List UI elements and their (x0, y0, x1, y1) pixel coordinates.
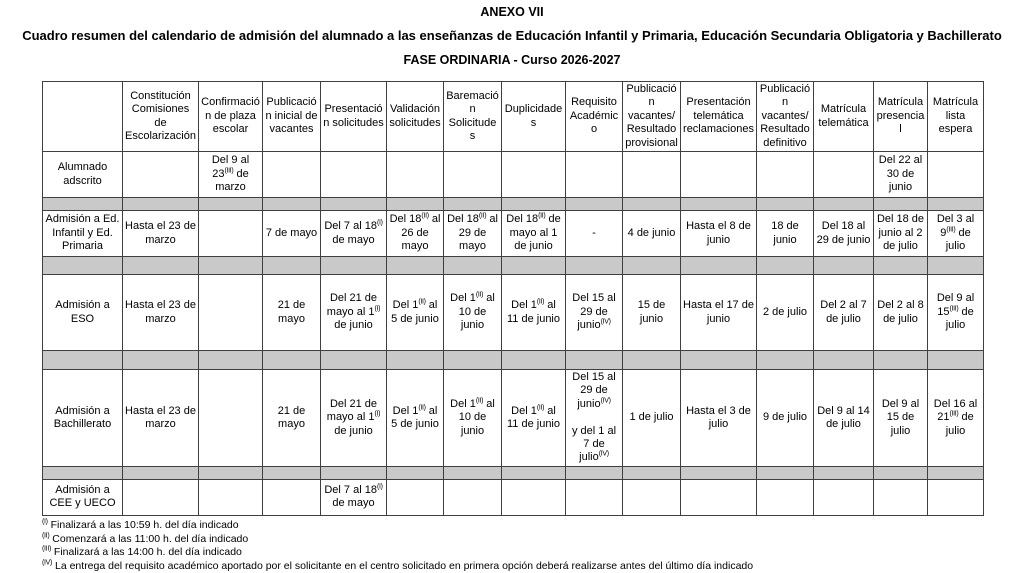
column-header: Confirmación de plaza escolar (199, 82, 263, 152)
column-header: Presentación telemática reclamaciones (681, 82, 757, 152)
table-cell: Del 9 al $23^{(III)}$ de marzo (199, 152, 263, 198)
separator-cell (566, 257, 623, 275)
separator-cell (757, 466, 814, 479)
table-cell (199, 275, 263, 351)
separator-cell (199, 466, 263, 479)
table-cell: Del 22 al 30 de junio (874, 152, 928, 198)
table-cell (623, 152, 681, 198)
separator-cell (814, 351, 874, 370)
table-cell (199, 370, 263, 467)
table-cell: 21 de mayo (263, 370, 321, 467)
table-cell (387, 479, 444, 515)
document-header (0, 0, 1024, 67)
separator-cell (502, 351, 566, 370)
separator-row (43, 351, 984, 370)
annex-title: ANEXO VII (480, 5, 544, 19)
document-subtitle: Cuadro resumen del calendario de admisión del alumnado a las enseñanzas de Educación Infantil y Primaria, Educación Secundaria Obligatoria y Bachillerato (22, 28, 1002, 43)
table-cell: Hasta el 23 de marzo (123, 275, 199, 351)
row-label: Admisión a ESO (43, 275, 123, 351)
table-cell: Del $18^{(II)}$ de mayo al 1 de junio (502, 211, 566, 257)
table-cell: Del 15 al 29 de junio$^{(IV)}$ y del 1 al 7 de julio$^{(IV)}$ (566, 370, 623, 467)
separator-cell (444, 198, 502, 211)
footnote-marker: (II) (42, 532, 50, 540)
separator-cell (623, 351, 681, 370)
separator-cell (387, 257, 444, 275)
table-cell: Del $18^{(II)}$ al 26 de mayo (387, 211, 444, 257)
separator-cell (681, 257, 757, 275)
column-header: Validación solicitudes (387, 82, 444, 152)
table-cell (199, 479, 263, 515)
separator-cell (814, 198, 874, 211)
separator-cell (566, 351, 623, 370)
table-cell (928, 479, 984, 515)
table-cell (757, 152, 814, 198)
separator-cell (43, 257, 123, 275)
table-cell (928, 152, 984, 198)
footnote: $^{(I)}$ Finalizará a las 10:59 h. del día indicado (42, 518, 239, 531)
table-cell (874, 479, 928, 515)
table-cell (444, 479, 502, 515)
table-cell (321, 152, 387, 198)
separator-cell (757, 257, 814, 275)
table-row (43, 479, 984, 515)
separator-cell (123, 198, 199, 211)
table-cell: Del 21 de mayo al $1^{(I)}$ de junio (321, 370, 387, 467)
separator-cell (321, 466, 387, 479)
separator-cell (502, 198, 566, 211)
footnote-marker: (I) (42, 518, 48, 526)
table-cell: Del 2 al 7 de julio (814, 275, 874, 351)
separator-cell (874, 257, 928, 275)
column-header: Duplicidades (502, 82, 566, 152)
separator-cell (263, 466, 321, 479)
table-cell (123, 479, 199, 515)
table-cell: Del 18 de junio al 2 de julio (874, 211, 928, 257)
separator-cell (928, 351, 984, 370)
table-cell (757, 479, 814, 515)
table-cell: Del $1^{(II)}$ al 11 de junio (502, 275, 566, 351)
separator-cell (387, 198, 444, 211)
corner-cell (43, 82, 123, 152)
table-cell: 9 de julio (757, 370, 814, 467)
separator-cell (43, 198, 123, 211)
separator-cell (444, 466, 502, 479)
separator-row (43, 257, 984, 275)
separator-cell (623, 257, 681, 275)
separator-cell (444, 351, 502, 370)
table-cell: Del $1^{(II)}$ al 5 de junio (387, 370, 444, 467)
separator-cell (387, 351, 444, 370)
table-cell: 18 de junio (757, 211, 814, 257)
separator-cell (757, 198, 814, 211)
table-cell: - (566, 211, 623, 257)
table-cell: Del $18^{(II)}$ al 29 de mayo (444, 211, 502, 257)
separator-row (43, 466, 984, 479)
table-cell: Del 2 al 8 de julio (874, 275, 928, 351)
footnote-marker: (IV) (42, 559, 53, 567)
table-cell: 21 de mayo (263, 275, 321, 351)
separator-cell (502, 257, 566, 275)
separator-cell (444, 257, 502, 275)
footnote: $^{(IV)}$ La entrega del requisito académico aportado por el solicitante en el centro solicitado en primera opción deberá realizarse antes del último día indicado (42, 559, 754, 573)
table-cell (502, 479, 566, 515)
phase-title: FASE ORDINARIA - Curso 2026-2027 (403, 53, 621, 67)
table-cell (681, 479, 757, 515)
separator-cell (263, 351, 321, 370)
separator-cell (757, 351, 814, 370)
separator-cell (43, 466, 123, 479)
row-label: Admisión a Ed. Infantil y Ed. Primaria (43, 211, 123, 257)
table-cell (566, 152, 623, 198)
table-cell (566, 479, 623, 515)
separator-cell (566, 466, 623, 479)
table-cell: Del 3 al $9^{(III)}$ de julio (928, 211, 984, 257)
separator-cell (874, 198, 928, 211)
separator-cell (874, 466, 928, 479)
separator-cell (814, 466, 874, 479)
separator-cell (623, 198, 681, 211)
table-cell: Del $1^{(II)}$ al 10 de junio (444, 275, 502, 351)
table-cell: Del 7 al $18^{(I)}$ de mayo (321, 479, 387, 515)
table-cell: Del $1^{(II)}$ al 10 de junio (444, 370, 502, 467)
table-cell: Del $1^{(II)}$ al 11 de junio (502, 370, 566, 467)
column-header: Baremación Solicitudes (444, 82, 502, 152)
table-cell: 15 de junio (623, 275, 681, 351)
separator-cell (681, 351, 757, 370)
column-header: Publicación inicial de vacantes (263, 82, 321, 152)
separator-cell (43, 351, 123, 370)
table-cell: Del 7 al $18^{(I)}$ de mayo (321, 211, 387, 257)
footnote: $^{(II)}$ Comenzará a las 11:00 h. del día indicado (42, 532, 249, 545)
separator-cell (681, 198, 757, 211)
column-header: Constitución Comisiones de Escolarización (123, 82, 199, 152)
table-cell: 7 de mayo (263, 211, 321, 257)
separator-cell (928, 198, 984, 211)
table-cell: Del 9 al 15 de julio (874, 370, 928, 467)
table-row (43, 211, 984, 257)
table-cell: 1 de julio (623, 370, 681, 467)
table-cell (623, 479, 681, 515)
column-header: Requisito Académico (566, 82, 623, 152)
table-cell (387, 152, 444, 198)
row-label: Admisión a CEE y UECO (43, 479, 123, 515)
separator-cell (321, 198, 387, 211)
table-cell: Del 15 al 29 de junio$^{(IV)}$ (566, 275, 623, 351)
separator-cell (681, 466, 757, 479)
table-cell (444, 152, 502, 198)
table-cell: Hasta el 3 de julio (681, 370, 757, 467)
row-label: Alumnado adscrito (43, 152, 123, 198)
separator-cell (123, 466, 199, 479)
table-cell: Del 18 al 29 de junio (814, 211, 874, 257)
separator-cell (199, 257, 263, 275)
separator-cell (566, 198, 623, 211)
table-row (43, 275, 984, 351)
table-cell: Hasta el 17 de junio (681, 275, 757, 351)
separator-cell (814, 257, 874, 275)
separator-cell (387, 466, 444, 479)
separator-cell (502, 466, 566, 479)
table-cell (814, 152, 874, 198)
table-cell: Del 9 al 14 de julio (814, 370, 874, 467)
table-cell: Hasta el 23 de marzo (123, 370, 199, 467)
table-header-row (43, 82, 984, 152)
footnotes (42, 519, 1024, 573)
column-header: Matrícula telemática (814, 82, 874, 152)
table-cell: Del $1^{(II)}$ al 5 de junio (387, 275, 444, 351)
column-header: Matrícula lista espera (928, 82, 984, 152)
table-cell (814, 479, 874, 515)
column-header: Matrícula presencial (874, 82, 928, 152)
separator-cell (874, 351, 928, 370)
table-cell: Hasta el 23 de marzo (123, 211, 199, 257)
row-label: Admisión a Bachillerato (43, 370, 123, 467)
table-row (43, 370, 984, 467)
table-cell (502, 152, 566, 198)
table-cell: 2 de julio (757, 275, 814, 351)
separator-cell (123, 351, 199, 370)
table-cell: 4 de junio (623, 211, 681, 257)
separator-row (43, 198, 984, 211)
table-cell: Hasta el 8 de junio (681, 211, 757, 257)
table-cell: Del 9 al $15^{(III)}$ de julio (928, 275, 984, 351)
separator-cell (321, 257, 387, 275)
separator-cell (263, 257, 321, 275)
admission-calendar-table (42, 81, 984, 516)
table-cell (123, 152, 199, 198)
separator-cell (321, 351, 387, 370)
separator-cell (928, 257, 984, 275)
table-cell (263, 152, 321, 198)
separator-cell (623, 466, 681, 479)
table-row (43, 152, 984, 198)
separator-cell (199, 351, 263, 370)
footnote-marker: (III) (42, 545, 51, 553)
table-cell: Del 16 al $21^{(III)}$ de julio (928, 370, 984, 467)
column-header: Publicación vacantes/ Resultado provisional (623, 82, 681, 152)
table-cell (199, 211, 263, 257)
separator-cell (199, 198, 263, 211)
separator-cell (263, 198, 321, 211)
table-cell: Del 21 de mayo al $1^{(I)}$ de junio (321, 275, 387, 351)
column-header: Presentación solicitudes (321, 82, 387, 152)
separator-cell (928, 466, 984, 479)
table-cell (263, 479, 321, 515)
separator-cell (123, 257, 199, 275)
table-cell (681, 152, 757, 198)
footnote: $^{(III)}$ Finalizará a las 14:00 h. del día indicado (42, 545, 242, 559)
column-header: Publicación vacantes/ Resultado definitivo (757, 82, 814, 152)
